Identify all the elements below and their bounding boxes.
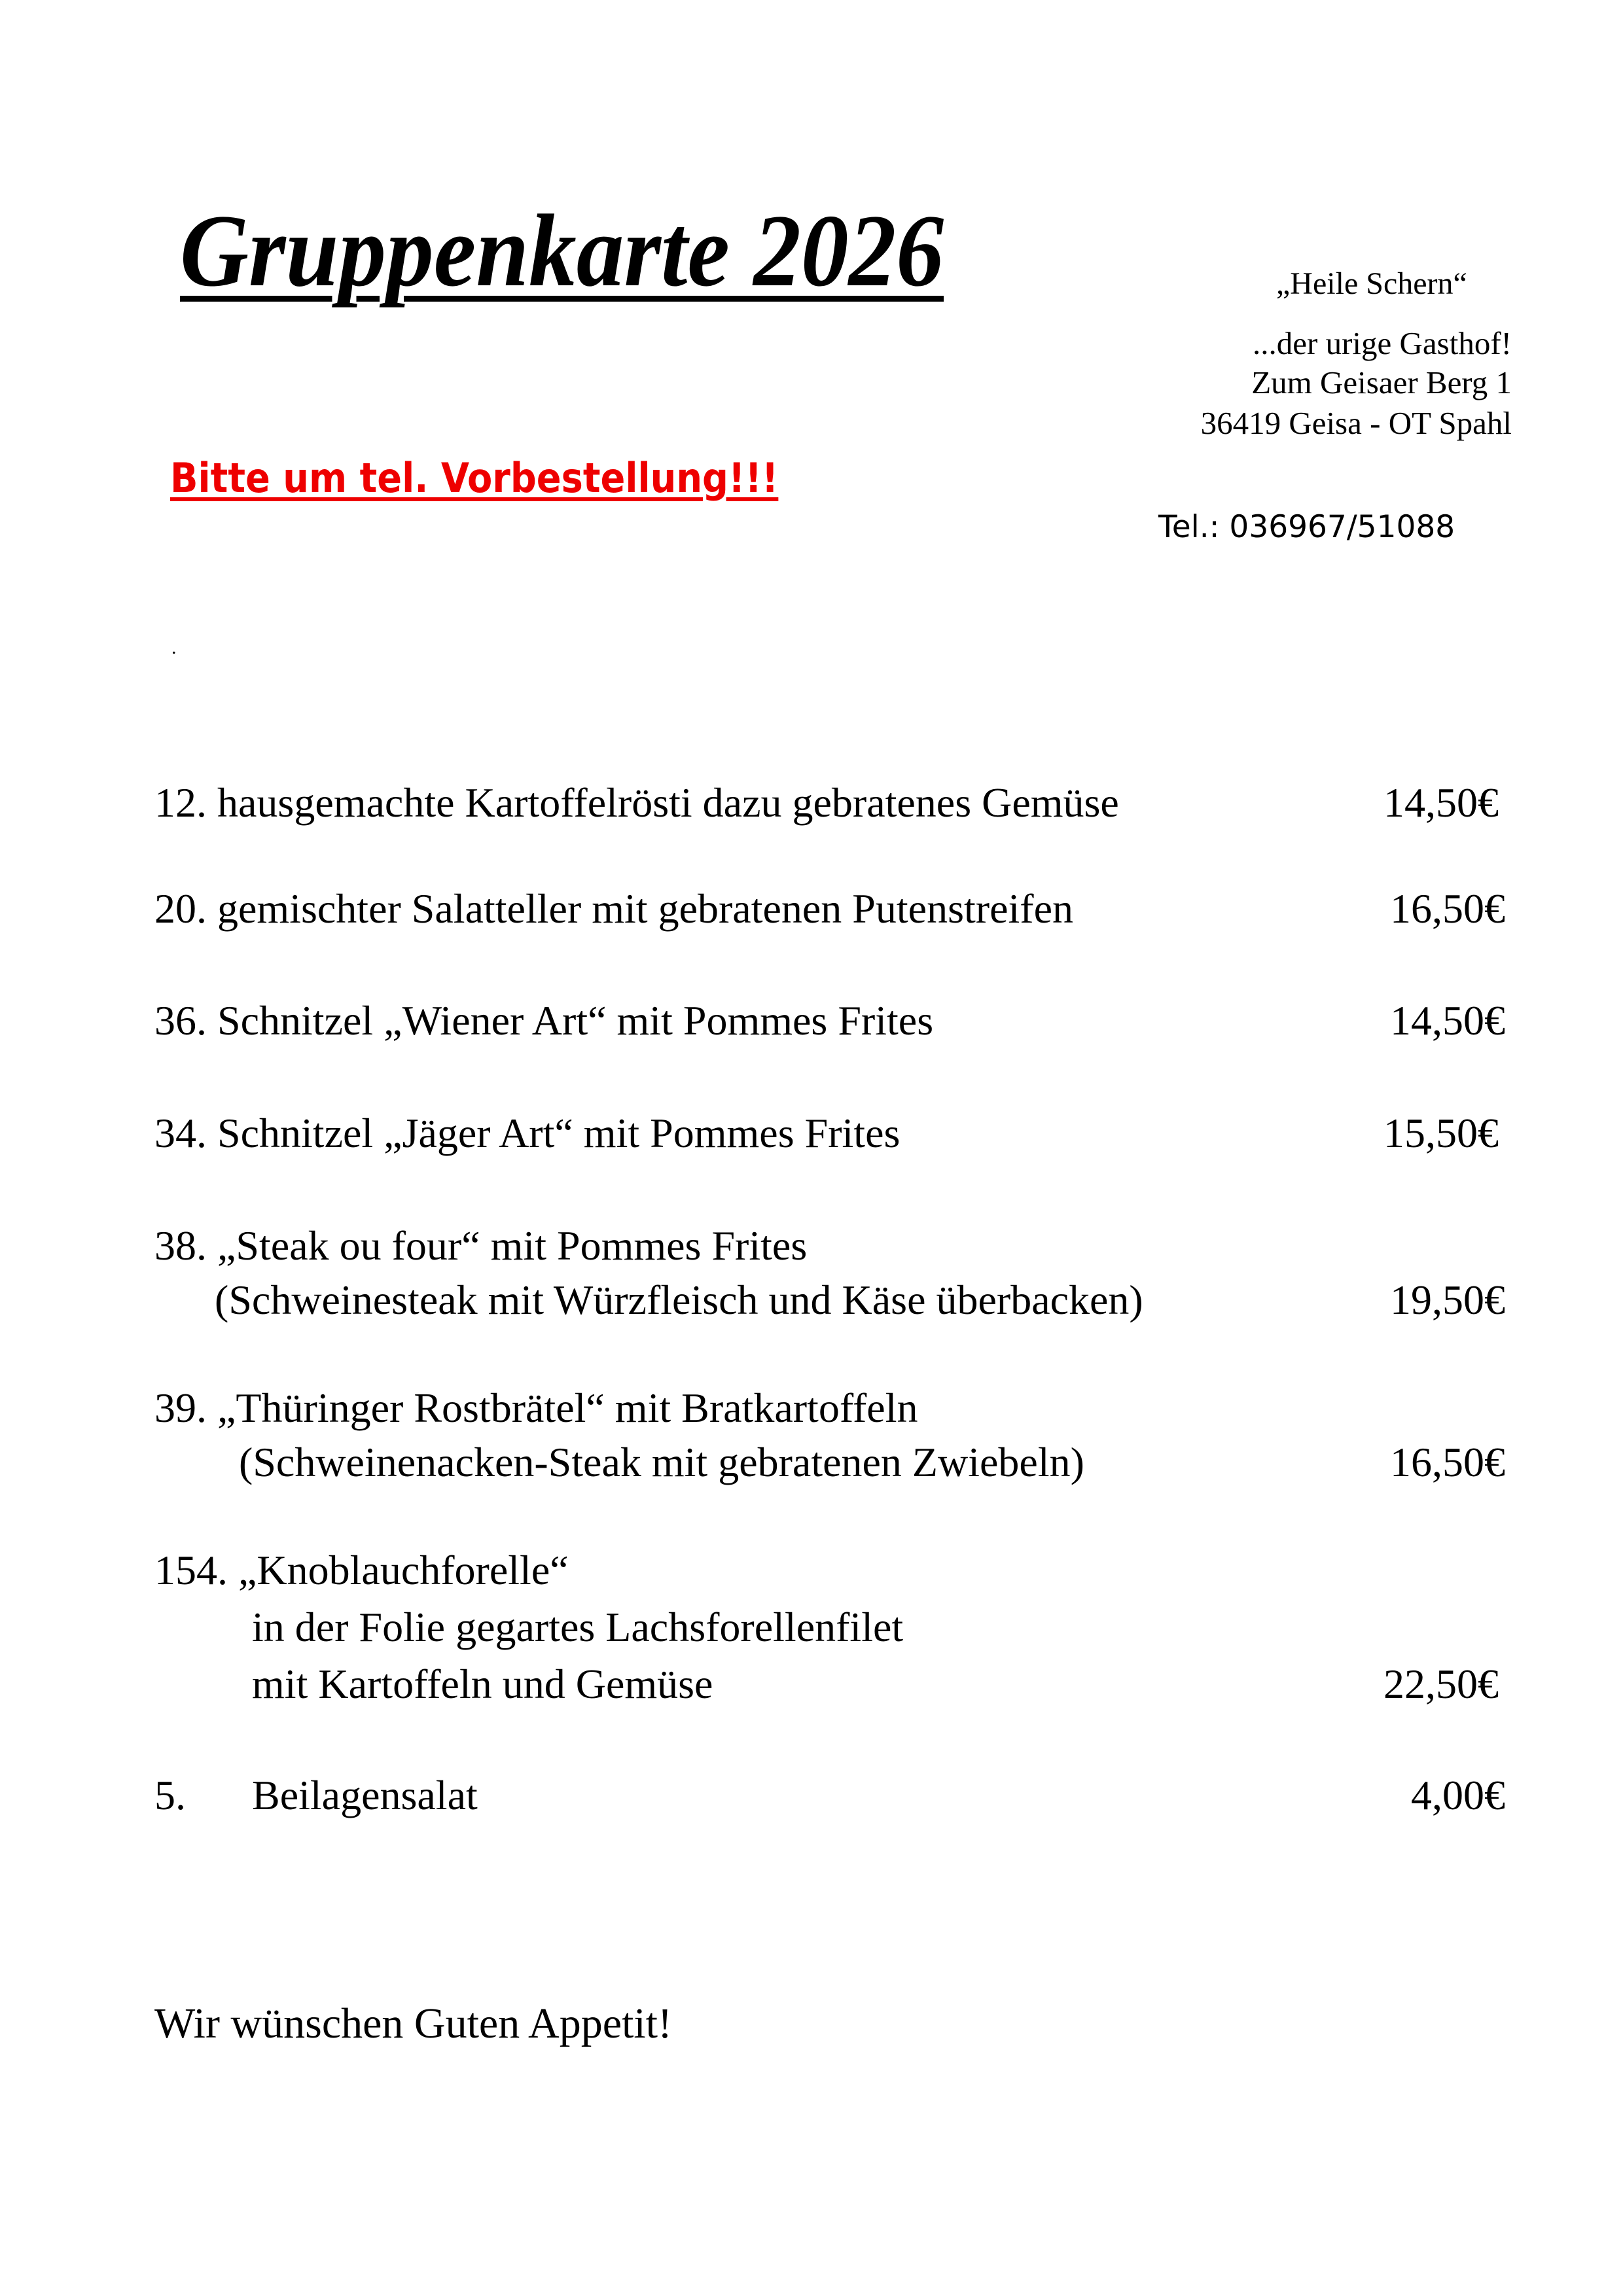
menu-item-price: 15,50€ (1383, 1110, 1499, 1156)
menu-item-description: Beilagensalat (252, 1772, 478, 1818)
menu-item-price: 19,50€ (1390, 1277, 1505, 1323)
page-title: Gruppenkarte 2026 (180, 194, 944, 308)
menu-item-subtitle: (Schweinenacken-Steak mit gebratenen Zwiebeln) (239, 1439, 1084, 1485)
preorder-notice: Bitte um tel. Vorbestellung!!! (170, 454, 779, 502)
menu-item-description: 36. Schnitzel „Wiener Art“ mit Pommes Frites (154, 997, 934, 1044)
menu-item-subtitle: in der Folie gegartes Lachsforellenfilet (252, 1604, 904, 1650)
menu-item-price: 16,50€ (1390, 885, 1505, 932)
menu-item-subtitle: mit Kartoffeln und Gemüse (252, 1661, 713, 1707)
menu-item-price: 16,50€ (1390, 1439, 1505, 1485)
menu-item-price: 14,50€ (1383, 779, 1499, 826)
menu-item-description: 154. „Knoblauchforelle“ (154, 1547, 569, 1593)
menu-item-price: 4,00€ (1411, 1772, 1505, 1818)
stray-dot: . (171, 637, 177, 658)
inn-tagline: ...der urige Gasthof! (1253, 325, 1512, 361)
menu-item-description: 34. Schnitzel „Jäger Art“ mit Pommes Frites (154, 1110, 901, 1156)
menu-item-subtitle: (Schweinesteak mit Würzfleisch und Käse überbacken) (215, 1277, 1143, 1323)
menu-item-price: 14,50€ (1390, 997, 1505, 1044)
address-street: Zum Geisaer Berg 1 (1251, 364, 1512, 400)
closing-message: Wir wünschen Guten Appetit! (154, 2000, 673, 2047)
menu-item-description: 39. „Thüringer Rostbrätel“ mit Bratkartoffeln (154, 1385, 918, 1431)
inn-name: „Heile Schern“ (1276, 266, 1467, 301)
menu-item-description: 12. hausgemachte Kartoffelrösti dazu gebratenes Gemüse (154, 779, 1119, 826)
menu-item-description: 38. „Steak ou four“ mit Pommes Frites (154, 1222, 808, 1269)
address-city: 36419 Geisa - OT Spahl (1200, 405, 1512, 441)
phone-number: Tel.: 036967/51088 (1158, 509, 1455, 545)
menu-item-price: 22,50€ (1383, 1661, 1499, 1707)
menu-item-number: 5. (154, 1772, 186, 1818)
menu-item-description: 20. gemischter Salatteller mit gebratenen Putenstreifen (154, 885, 1073, 932)
